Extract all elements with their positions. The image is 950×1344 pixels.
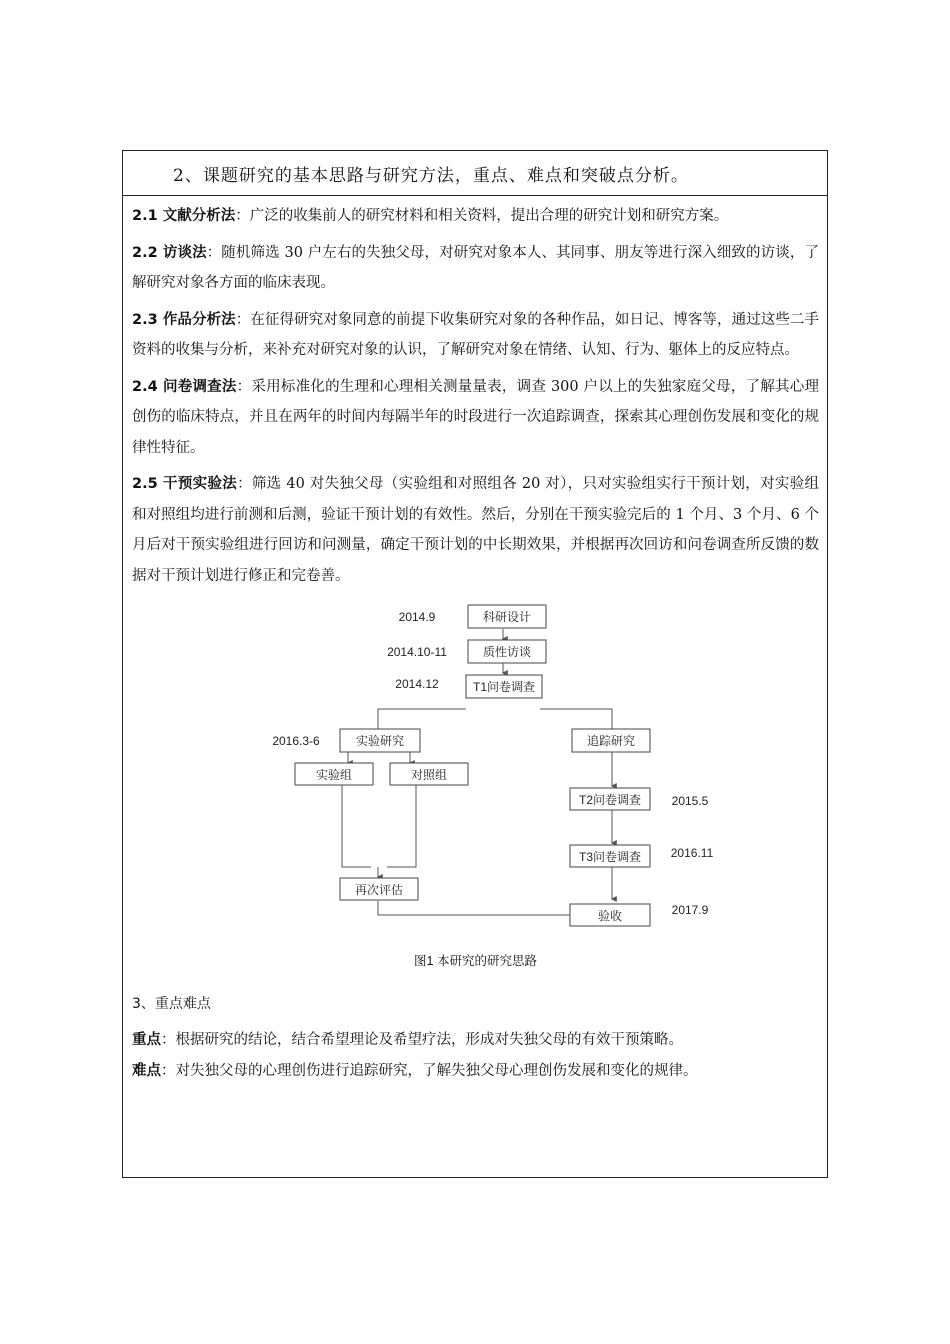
flow-label-experiment: 实验研究 [355, 734, 405, 748]
method-text: ：筛选 40 对失独父母（实验组和对照组各 20 对），只对实验组实行干预计划，对实验组和对照组均进行前测和后测，验证干预计划的有效性。然后，分别在干预实验完后的 1 个月、3 个月、6 个月后对干预实验组进行回访和问测量，确定干预计划的中长期效果，并根据再次回访和问卷调查所反馈的数据对干预计划进行修正和完卷善。 [132, 476, 819, 584]
method-label: 2.2 访谈法 [132, 244, 207, 261]
research-flowchart [132, 591, 819, 951]
flow-date-t2: 2015.5 [671, 794, 709, 808]
flow-label-t1: T1问卷调查 [472, 680, 536, 694]
flow-date-t3: 2016.11 [670, 846, 714, 860]
flow-label-accept: 验收 [597, 909, 623, 923]
method-label: 2.5 干预实验法 [132, 476, 238, 492]
flow-label-tracking: 追踪研究 [586, 734, 636, 748]
flow-date-t1: 2014.12 [395, 677, 439, 691]
method-text: ：在征得研究对象同意的前提下收集研究对象的各种作品，如日记、博客等，通过这些二手资料的收集与分析，来补充对研究对象的认识，了解研究对象在情绪、认知、行为、躯体上的反应特点。 [132, 311, 820, 358]
flowchart-svg [132, 591, 821, 951]
section-title: 2、课题研究的基本思路与研究方法，重点、难点和突破点分析。 [173, 165, 689, 186]
difficulty-label: 难点 [132, 1062, 161, 1079]
method-paragraph [132, 238, 819, 299]
flow-date-design: 2014.9 [398, 610, 436, 624]
flow-label-design: 科研设计 [482, 610, 532, 624]
method-label: 2.4 问卷调查法 [132, 378, 237, 395]
flow-label-exp-group: 实验组 [315, 768, 353, 782]
flow-label-t3: T3问卷调查 [578, 850, 642, 864]
figure-caption: 图1 本研究的研究思路 [414, 954, 537, 968]
method-paragraph [132, 469, 819, 591]
key-point-text: ：根据研究的结论，结合希望理论及希望疗法，形成对失独父母的有效干预策略。 [161, 1032, 683, 1048]
document-frame [122, 150, 828, 1178]
method-label: 2.3 作品分析法 [132, 311, 236, 328]
flow-date-experiment: 2016.3-6 [272, 734, 320, 748]
content-area [132, 195, 819, 1086]
section-3-title: 3、重点难点 [132, 996, 211, 1012]
flow-label-reassess: 再次评估 [354, 883, 404, 897]
method-paragraph [132, 372, 819, 464]
method-paragraph [132, 305, 819, 366]
flow-label-interview: 质性访谈 [482, 645, 532, 659]
flow-label-t2: T2问卷调查 [578, 793, 642, 807]
section-header [123, 151, 827, 196]
method-paragraph [132, 201, 819, 232]
flow-date-accept: 2017.9 [671, 903, 709, 917]
difficulty-text: ：对失独父母的心理创伤进行追踪研究，了解失独父母心理创伤发展和变化的规律。 [161, 1062, 698, 1079]
method-text: ：广泛的收集前人的研究材料和相关资料，提出合理的研究计划和研究方案。 [235, 208, 729, 224]
method-text: ：随机筛选 30 户左右的失独父母，对研究对象本人、其同事、朋友等进行深入细致的访谈，了解研究对象各方面的临床表现。 [132, 244, 819, 291]
flow-label-ctrl-group: 对照组 [410, 768, 448, 782]
difficulty-paragraph [132, 1056, 819, 1087]
method-text: ：采用标准化的生理和心理相关测量量表，调查 300 户以上的失独家庭父母，了解其心理创伤的临床特点，并且在两年的时间内每隔半年的时段进行一次追踪调查，探索其心理创伤发展和变化的规律性特征。 [132, 378, 819, 456]
key-point-paragraph [132, 1025, 819, 1056]
flow-date-interview: 2014.10-11 [387, 645, 447, 659]
method-label: 2.1 文献分析法 [132, 208, 236, 224]
key-point-label: 重点 [132, 1032, 161, 1048]
